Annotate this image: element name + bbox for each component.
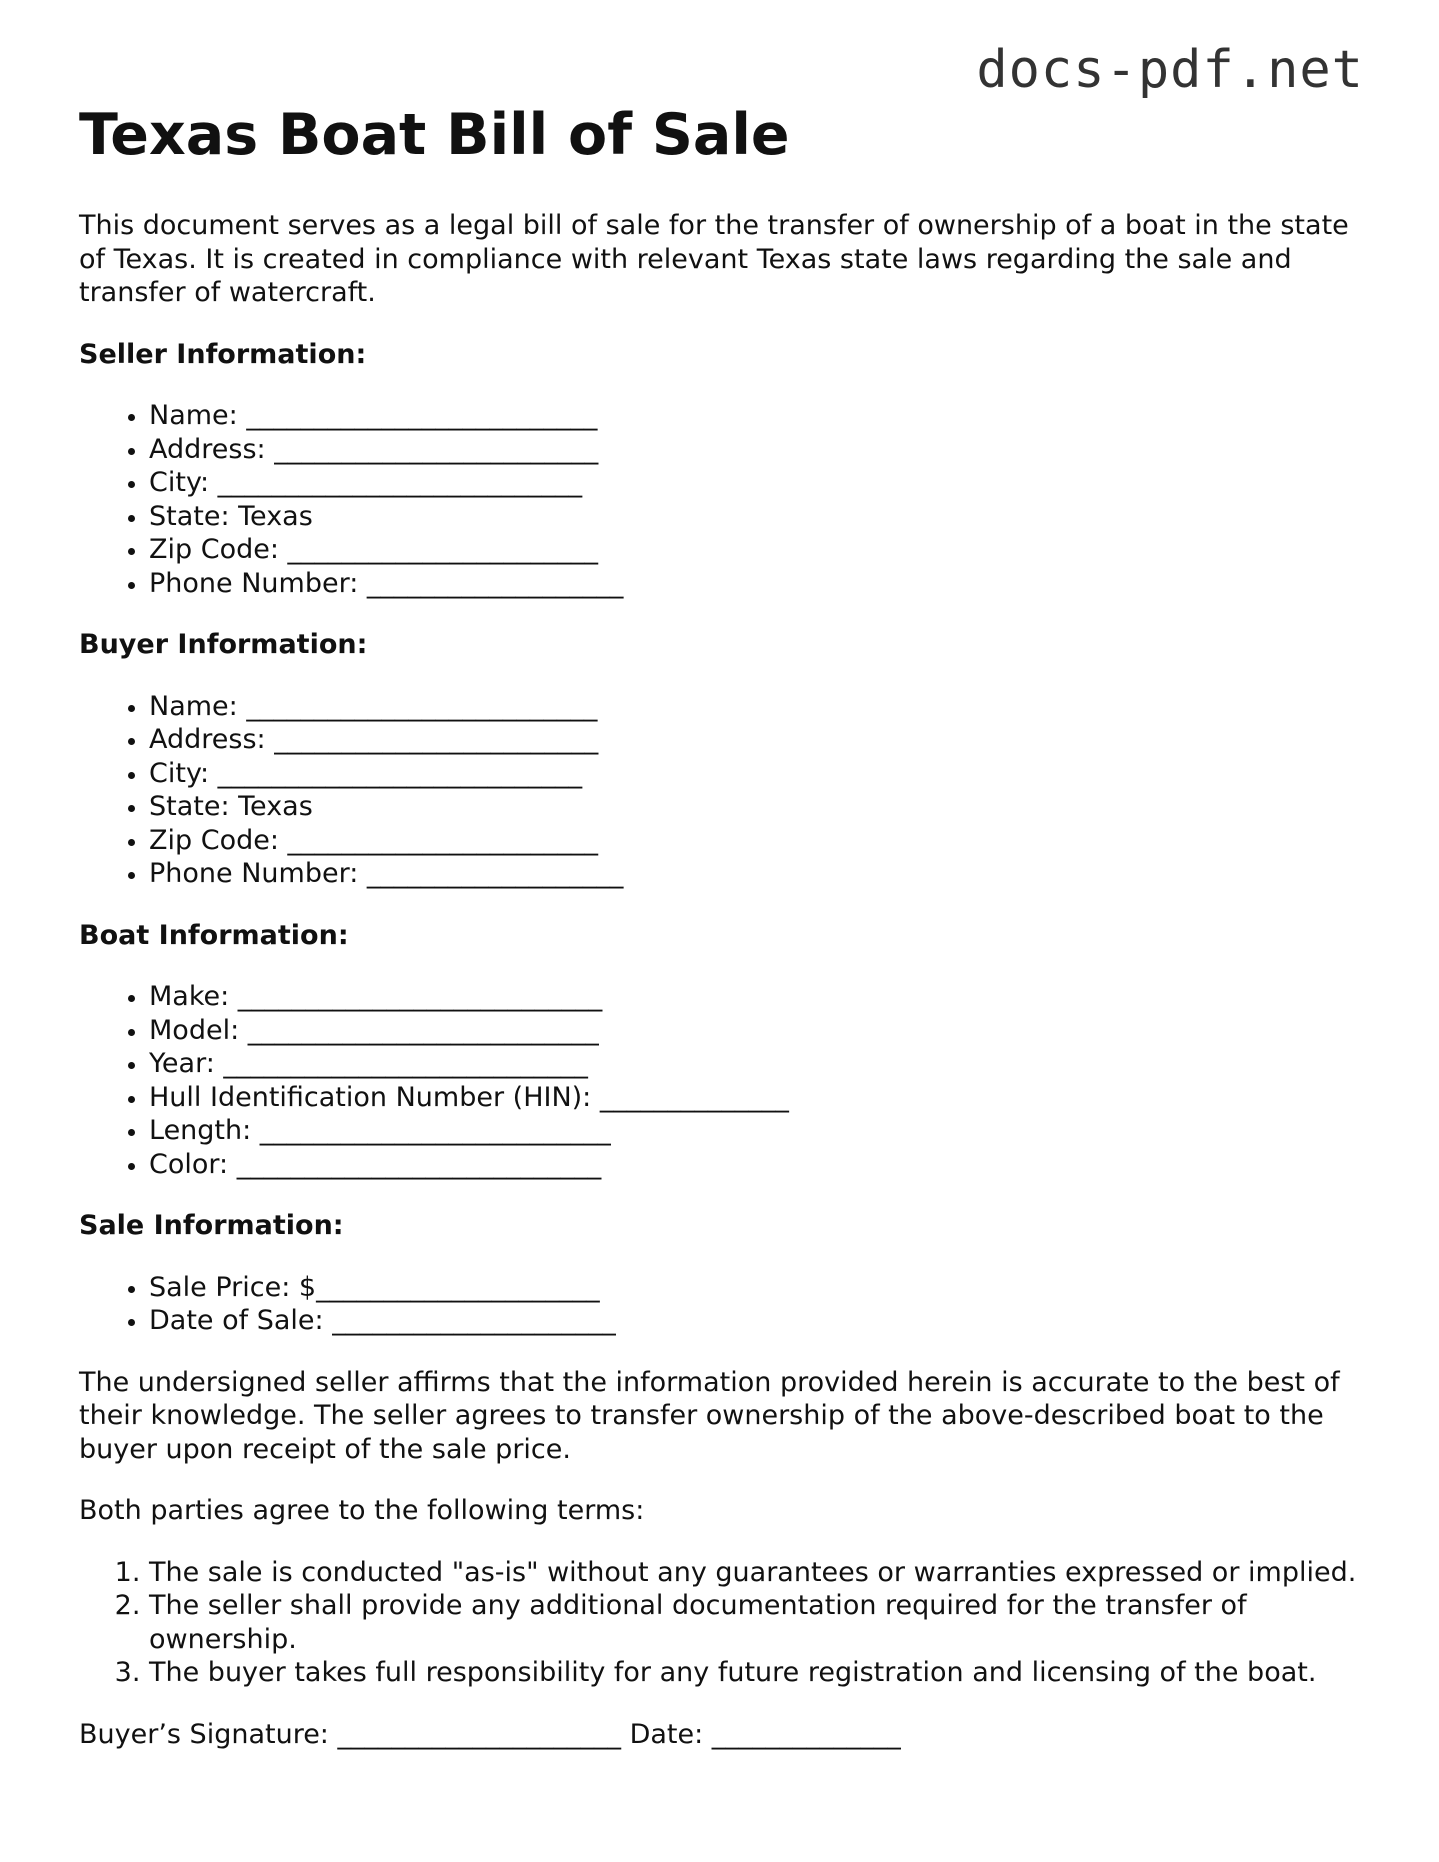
boat-color-field[interactable]: • Color: ___________________________ — [149, 1148, 1379, 1182]
terms-intro: Both parties agree to the following terms: — [79, 1495, 645, 1526]
buyer-state-field: • State: Texas — [149, 790, 1379, 824]
buyer-heading: Buyer Information: — [79, 629, 368, 660]
seller-zip-field[interactable]: • Zip Code: _______________________ — [149, 533, 1379, 567]
term-item: 3. The buyer takes full responsibility for any future registration and licensing of the boat. — [149, 1656, 1379, 1690]
buyer-signature-field[interactable]: Buyer’s Signature: _____________________ — [79, 1718, 621, 1750]
page-title: Texas Boat Bill of Sale — [79, 102, 790, 168]
watermark: docs-pdf.net — [976, 40, 1364, 100]
seller-list — [79, 399, 1379, 600]
intro-paragraph: This document serves as a legal bill of sale for the transfer of ownership of a boat in the state of Texas. It is created in compliance with relevant Texas state laws regarding the sale and transfer of watercraft. — [79, 210, 1349, 308]
seller-phone-field[interactable]: • Phone Number: ___________________ — [149, 567, 1379, 601]
seller-name-field[interactable]: • Name: __________________________ — [149, 399, 1379, 433]
signature-line — [79, 1718, 1379, 1752]
buyer-name-field[interactable]: • Name: __________________________ — [149, 690, 1379, 724]
boat-hin-field[interactable]: • Hull Identification Number (HIN): ______________ — [149, 1081, 1379, 1115]
seller-address-field[interactable]: • Address: ________________________ — [149, 433, 1379, 467]
sale-heading: Sale Information: — [79, 1210, 344, 1241]
affirmation-paragraph: The undersigned seller affirms that the information provided herein is accurate to the best of their knowledge. The seller agrees to transfer ownership of the above-described boat to the buyer upon receipt of the sale price. — [79, 1366, 1340, 1465]
terms-list — [79, 1556, 1379, 1690]
seller-city-field[interactable]: • City: ___________________________ — [149, 466, 1379, 500]
boat-heading: Boat Information: — [79, 919, 349, 951]
buyer-list — [79, 690, 1379, 891]
buyer-address-field[interactable]: • Address: ________________________ — [149, 723, 1379, 757]
sale-date-field[interactable]: • Date of Sale: _____________________ — [149, 1304, 1379, 1338]
sale-price-field[interactable]: • Sale Price: $_____________________ — [149, 1271, 1379, 1305]
signature-date-field[interactable]: Date: ______________ — [629, 1718, 901, 1750]
boat-make-field[interactable]: • Make: ___________________________ — [149, 980, 1379, 1014]
buyer-phone-field[interactable]: • Phone Number: ___________________ — [149, 857, 1379, 891]
boat-year-field[interactable]: • Year: ___________________________ — [149, 1047, 1379, 1081]
term-item: 1. The sale is conducted "as-is" without any guarantees or warranties expressed or implied. — [149, 1556, 1379, 1590]
boat-list — [79, 980, 1379, 1181]
document-page — [79, 98, 1379, 1751]
boat-length-field[interactable]: • Length: __________________________ — [149, 1114, 1379, 1148]
buyer-zip-field[interactable]: • Zip Code: _______________________ — [149, 824, 1379, 858]
seller-state-field: • State: Texas — [149, 500, 1379, 534]
sale-list — [79, 1271, 1379, 1338]
buyer-city-field[interactable]: • City: ___________________________ — [149, 757, 1379, 791]
seller-heading: Seller Information: — [79, 338, 367, 370]
term-item: 2. The seller shall provide any additional documentation required for the transfer of ownership. — [149, 1589, 1379, 1656]
boat-model-field[interactable]: • Model: __________________________ — [149, 1014, 1379, 1048]
